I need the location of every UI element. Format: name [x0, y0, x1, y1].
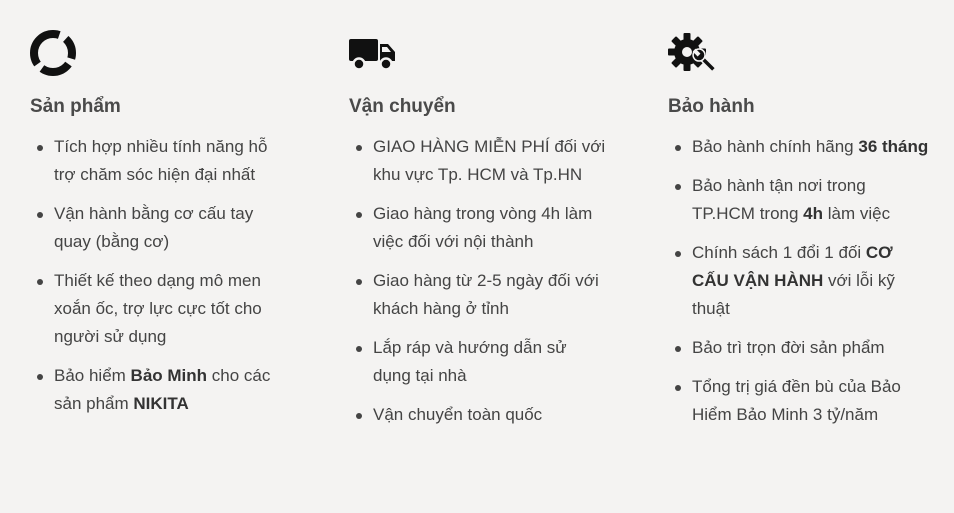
list-item: GIAO HÀNG MIỄN PHÍ đối với khu vực Tp. HCM và Tp.HN — [349, 133, 609, 189]
feature-column-warranty — [668, 30, 930, 440]
list-item: Giao hàng từ 2-5 ngày đối với khách hàng ở tỉnh — [349, 267, 609, 323]
list-item: Thiết kế theo dạng mô men xoắn ốc, trợ lực cực tốt cho người sử dụng — [30, 267, 290, 351]
list-item: Bảo hành chính hãng 36 tháng — [668, 133, 930, 161]
feature-column-shipping — [349, 30, 609, 440]
feature-list — [349, 133, 609, 429]
column-title: Bảo hành — [668, 96, 755, 117]
list-item: Tích hợp nhiều tính năng hỗ trợ chăm sóc hiện đại nhất — [30, 133, 290, 189]
list-item: Vận hành bằng cơ cấu tay quay (bằng cơ) — [30, 200, 290, 256]
feature-list — [30, 133, 290, 418]
delivery-truck-icon — [349, 30, 397, 76]
list-item: Bảo hiểm Bảo Minh cho các sản phẩm NIKITA — [30, 362, 290, 418]
list-item: Tổng trị giá đền bù của Bảo Hiểm Bảo Minh 3 tỷ/năm — [668, 373, 930, 429]
list-item: Chính sách 1 đổi 1 đối CƠ CẤU VẬN HÀNH với lỗi kỹ thuật — [668, 239, 930, 323]
feature-column-product — [30, 30, 290, 429]
list-item: Bảo trì trọn đời sản phẩm — [668, 334, 930, 362]
list-item: Bảo hành tận nơi trong TP.HCM trong 4h làm việc — [668, 172, 930, 228]
column-title: Sản phẩm — [30, 96, 121, 117]
list-item: Giao hàng trong vòng 4h làm việc đối với nội thành — [349, 200, 609, 256]
circular-arrows-icon — [30, 30, 78, 76]
list-item: Lắp ráp và hướng dẫn sử dụng tại nhà — [349, 334, 609, 390]
gear-wrench-icon — [668, 30, 716, 76]
column-title: Vận chuyển — [349, 96, 456, 117]
feature-list — [668, 133, 930, 429]
list-item: Vận chuyển toàn quốc — [349, 401, 609, 429]
